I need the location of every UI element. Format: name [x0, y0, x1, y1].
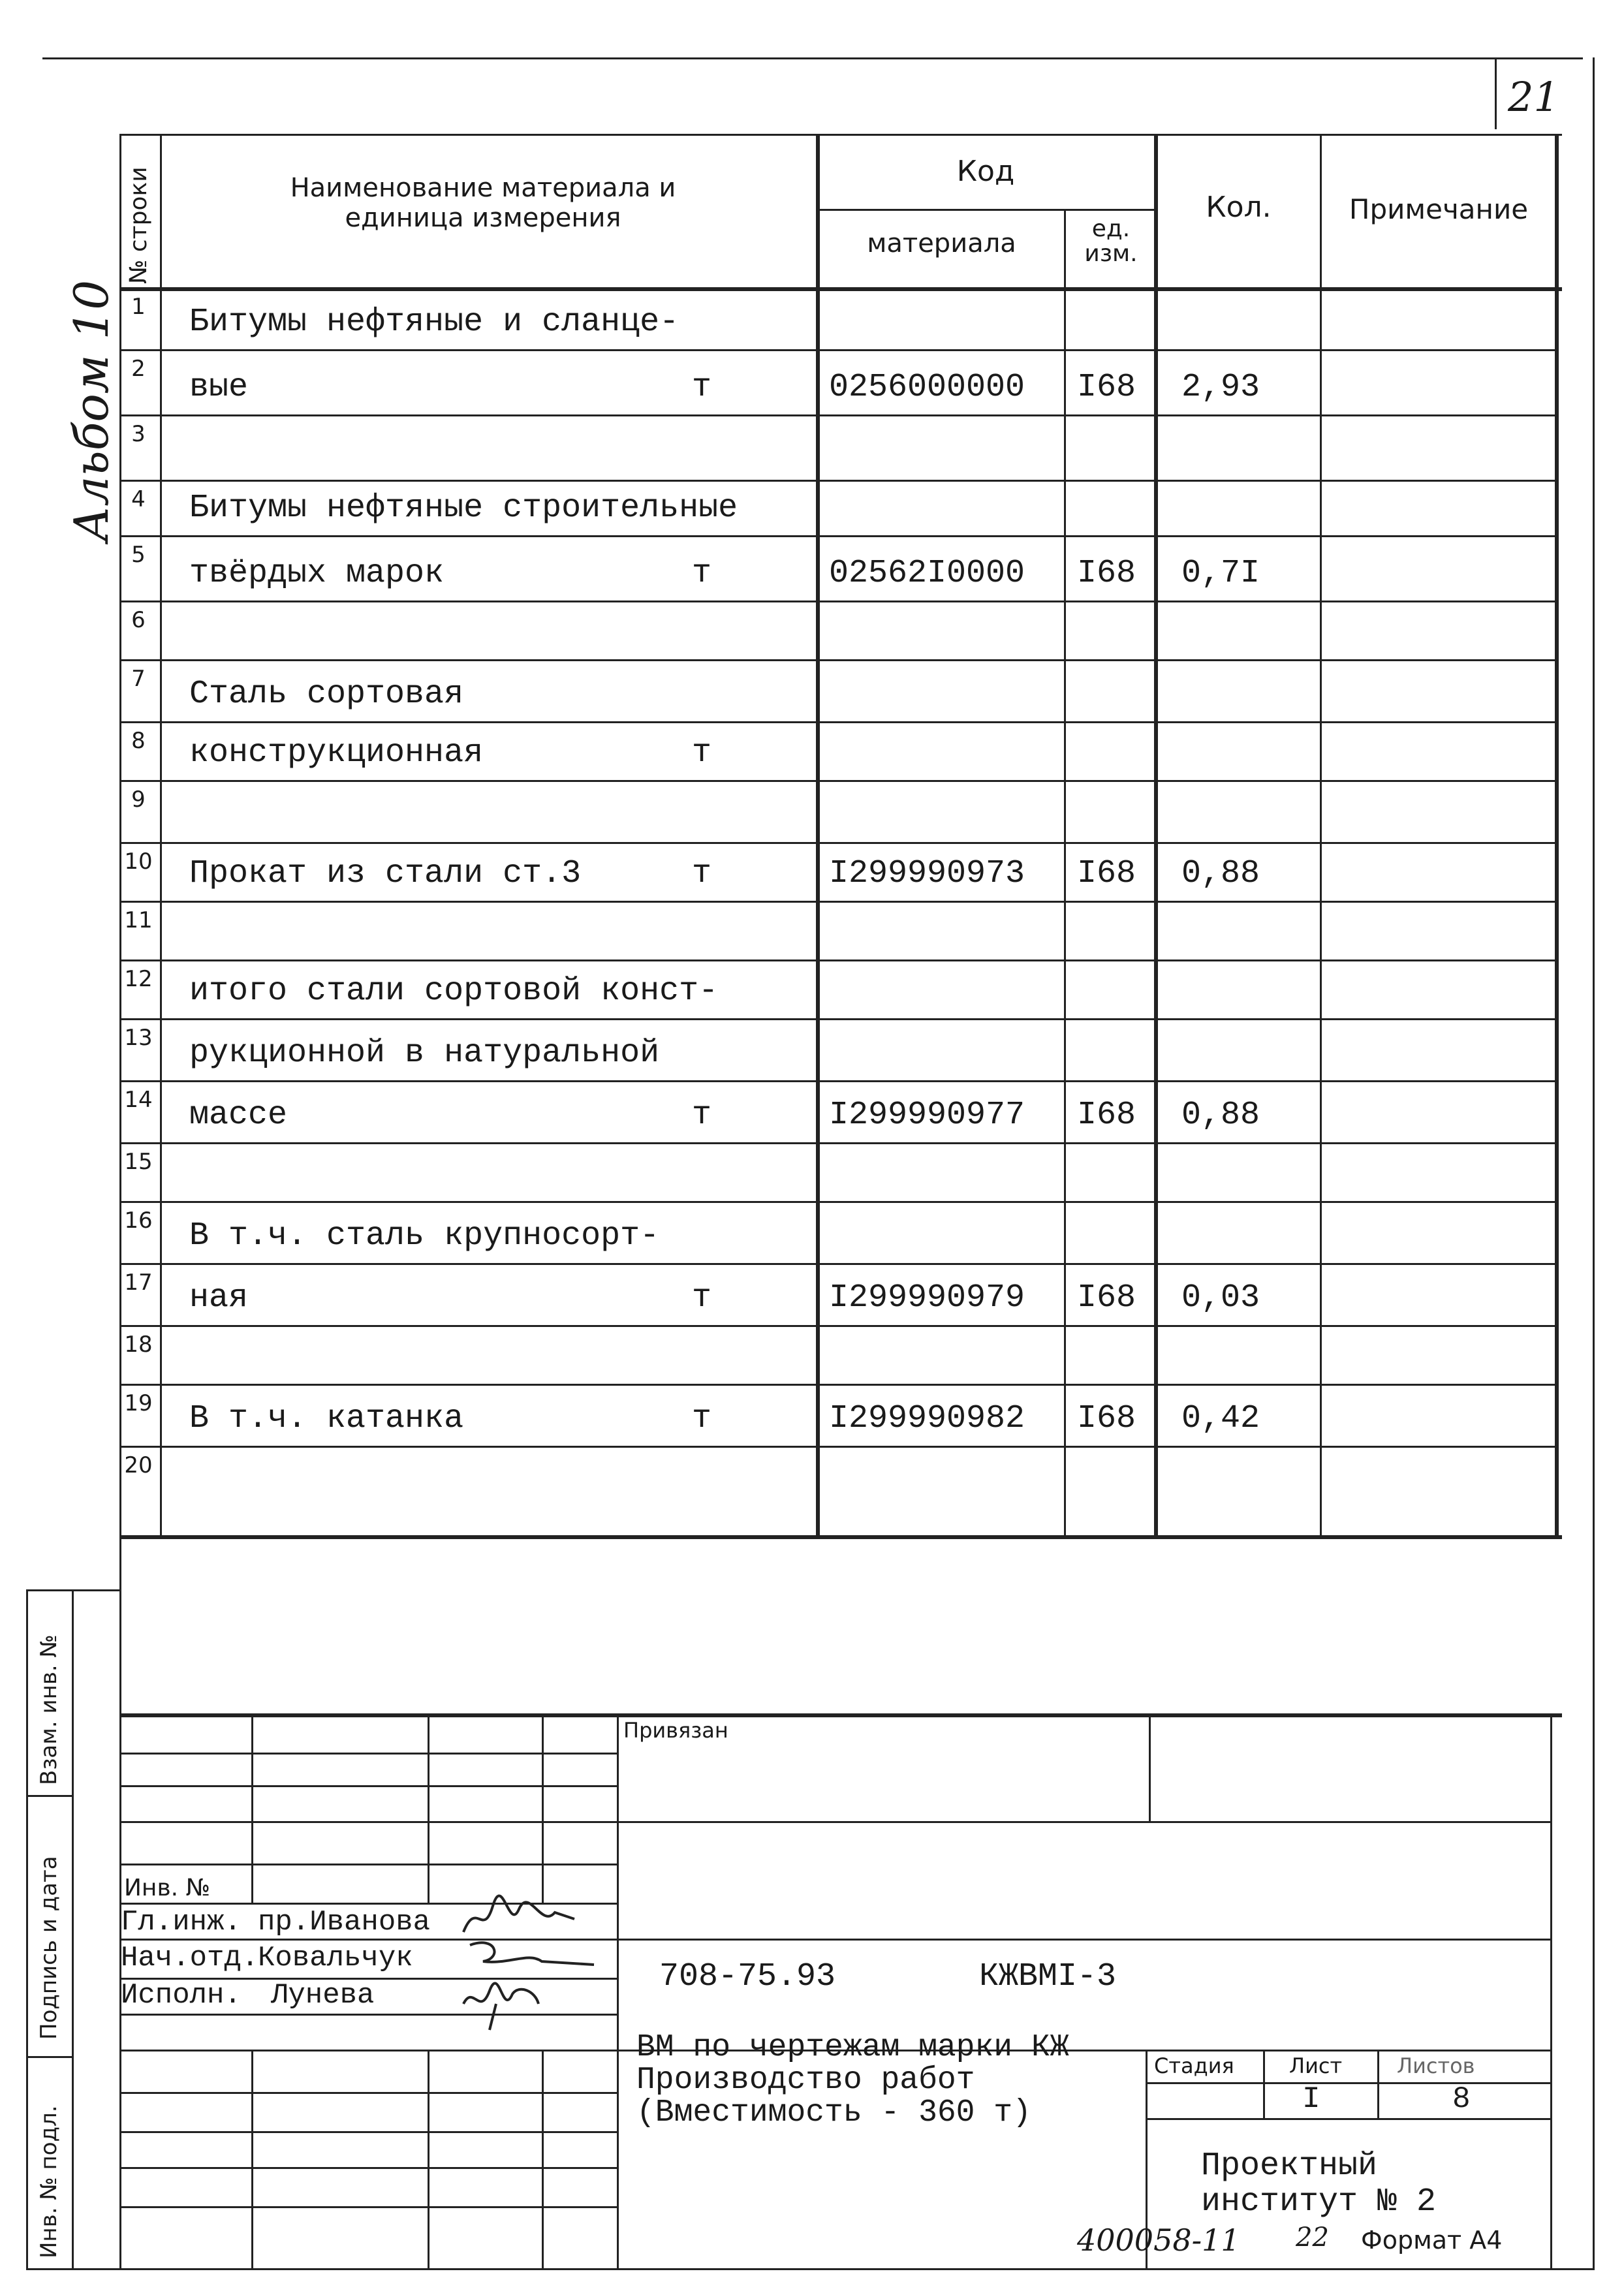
signature-3: [457, 1965, 548, 2036]
footer-page: 22: [1296, 2223, 1329, 2253]
row-code: I299990973: [829, 855, 1025, 892]
person-role-1: Гл.инж.: [121, 1906, 242, 1939]
row-code: 02562I0000: [829, 555, 1025, 592]
row-name: Битумы нефтяные строительные: [189, 490, 738, 527]
row-name: массе: [189, 1097, 288, 1134]
header-material: материала: [867, 228, 1016, 258]
row-unit: т: [692, 1400, 712, 1437]
row-number: 20: [124, 1452, 153, 1478]
row-divider: [119, 480, 1555, 482]
title-line-1: ВМ по чертежам марки КЖ: [636, 2030, 1069, 2065]
row-divider: [119, 721, 1555, 723]
row-name: В т.ч. катанка: [189, 1400, 464, 1437]
row-unit: т: [692, 1097, 712, 1134]
person-role-3: Исполн.: [121, 1979, 242, 2012]
row-number: 4: [131, 486, 146, 512]
row-code: I299990979: [829, 1279, 1025, 1317]
row-code: I299990982: [829, 1400, 1025, 1437]
row-divider: [119, 414, 1555, 416]
stage-label: Стадия: [1154, 2053, 1234, 2078]
footer-format: Формат А4: [1361, 2226, 1503, 2254]
label-inv-podl: Инв. № подл.: [36, 2105, 62, 2258]
doc-code: КЖВМI-3: [979, 1958, 1117, 1995]
row-name: твёрдых марок: [189, 555, 445, 592]
row-divider: [119, 901, 1555, 903]
person-name-1: пр.Иванова: [258, 1906, 431, 1939]
row-name: вые: [189, 369, 249, 406]
row-qty: 0,88: [1181, 855, 1260, 892]
row-name: Сталь сортовая: [189, 676, 464, 713]
album-label: Альбом 10: [64, 279, 119, 542]
row-divider: [119, 1142, 1555, 1144]
row-number: 7: [131, 666, 146, 692]
person-name-2: Ковальчук: [258, 1942, 413, 1974]
row-code: I299990977: [829, 1097, 1025, 1134]
row-divider: [119, 780, 1555, 782]
row-divider: [119, 1263, 1555, 1265]
row-unit: т: [692, 734, 712, 772]
row-number: 5: [131, 542, 146, 568]
row-number: 2: [131, 356, 146, 382]
org-line-2: институт № 2: [1201, 2183, 1437, 2221]
row-unit-code: I68: [1077, 369, 1136, 406]
row-name: В т.ч. сталь крупносорт-: [189, 1217, 660, 1255]
title-line-3: (Вместимость - 360 т): [636, 2095, 1031, 2130]
row-unit-code: I68: [1077, 1279, 1136, 1317]
row-divider: [119, 1325, 1555, 1327]
row-number: 3: [131, 421, 146, 447]
row-divider: [119, 1446, 1555, 1448]
row-unit-code: I68: [1077, 855, 1136, 892]
row-unit-code: I68: [1077, 555, 1136, 592]
row-qty: 0,03: [1181, 1279, 1260, 1317]
header-name: Наименование материала и единица измерения: [290, 173, 676, 233]
row-divider: [119, 1080, 1555, 1082]
row-number: 9: [131, 787, 146, 813]
row-number: 19: [124, 1390, 153, 1416]
row-number: 17: [124, 1270, 153, 1296]
row-number: 13: [124, 1025, 153, 1051]
row-code: 0256000000: [829, 369, 1025, 406]
row-name: Битумы нефтяные и сланце-: [189, 304, 679, 341]
row-number: 6: [131, 607, 146, 633]
row-number: 15: [124, 1149, 153, 1175]
row-unit: т: [692, 855, 712, 892]
row-number: 18: [124, 1332, 153, 1358]
row-name: рукционной в натуральной: [189, 1035, 660, 1072]
row-number: 12: [124, 966, 153, 992]
privyazan-label: Привязан: [623, 1718, 728, 1743]
row-name: итого стали сортовой конст-: [189, 973, 719, 1010]
row-divider: [119, 959, 1555, 961]
row-number: 1: [131, 294, 146, 320]
row-unit: т: [692, 1279, 712, 1317]
sheets-label: Листов: [1397, 2053, 1475, 2078]
header-qty: Кол.: [1206, 191, 1272, 224]
footer-handwritten: 400058-11: [1077, 2223, 1240, 2258]
header-code: Код: [956, 155, 1015, 188]
doc-number: 708-75.93: [659, 1958, 836, 1995]
row-divider: [119, 1018, 1555, 1020]
label-podpis: Подпись и дата: [36, 1856, 62, 2040]
header-row-no: № строки: [125, 166, 152, 284]
row-number: 11: [124, 907, 153, 933]
row-qty: 0,88: [1181, 1097, 1260, 1134]
row-divider: [119, 1384, 1555, 1386]
inv-no-label: Инв. №: [124, 1875, 211, 1901]
row-number: 10: [124, 849, 153, 875]
sheets-value: 8: [1452, 2082, 1471, 2116]
row-number: 16: [124, 1208, 153, 1234]
row-name: ная: [189, 1279, 249, 1317]
header-note: Примечание: [1349, 193, 1529, 225]
header-unit: ед. изм.: [1084, 215, 1138, 267]
page-number: 21: [1508, 73, 1559, 121]
sheet-label: Лист: [1289, 2053, 1343, 2078]
row-number: 8: [131, 728, 146, 754]
person-role-2: Нач.отд.: [121, 1942, 259, 1974]
row-number: 14: [124, 1087, 153, 1113]
row-divider: [119, 842, 1555, 844]
row-unit-code: I68: [1077, 1097, 1136, 1134]
org-line-1: Проектный: [1201, 2147, 1378, 2185]
row-name: конструкционная: [189, 734, 484, 772]
person-name-3: Лунева: [271, 1979, 375, 2012]
row-divider: [119, 349, 1555, 351]
row-divider: [119, 659, 1555, 661]
sheet-value: I: [1302, 2082, 1320, 2116]
title-line-2: Производство работ: [636, 2063, 975, 2098]
label-vzam: Взам. инв. №: [36, 1634, 62, 1785]
row-qty: 0,7I: [1181, 555, 1260, 592]
row-qty: 2,93: [1181, 369, 1260, 406]
row-unit: т: [692, 555, 712, 592]
row-divider: [119, 1201, 1555, 1203]
row-unit: т: [692, 369, 712, 406]
row-divider: [119, 601, 1555, 602]
row-qty: 0,42: [1181, 1400, 1260, 1437]
row-name: Прокат из стали ст.3: [189, 855, 582, 892]
row-unit-code: I68: [1077, 1400, 1136, 1437]
row-divider: [119, 535, 1555, 537]
